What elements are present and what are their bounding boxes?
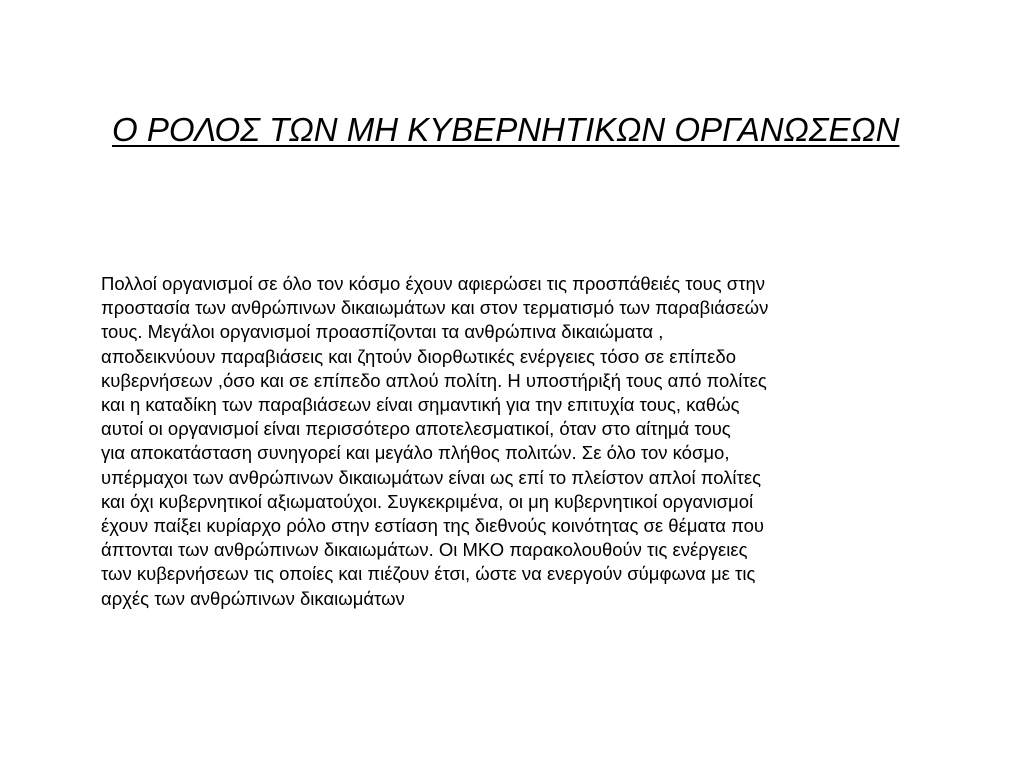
body-line: Πολλοί οργανισμοί σε όλο τον κόσμο έχουν αφιερώσει τις προσπάθειές τους στην [101, 273, 766, 294]
body-line: προστασία των ανθρώπινων δικαιωμάτων και στον τερματισμό των παραβιάσεών [101, 297, 769, 319]
body-line: και όχι κυβερνητικοί αξιωματούχοι. Συγκεκριμένα, οι μη κυβερνητικοί οργανισμοί [101, 490, 754, 512]
body-line: και η καταδίκη των παραβιάσεων είναι σημαντική για την επιτυχία τους, καθώς [101, 394, 740, 416]
body-line: αρχές των ανθρώπινων δικαιωμάτων [101, 587, 405, 609]
body-line: αποδεικνύουν παραβιάσεις και ζητούν διορθωτικές ενέργειες τόσο σε επίπεδο [101, 345, 736, 367]
body-line: αυτοί οι οργανισμοί είναι περισσότερο αποτελεσματικοί, όταν στο αίτημά τους [101, 418, 731, 440]
slide-body-text [101, 272, 981, 611]
body-line: των κυβερνήσεων τις οποίες και πιέζουν έτσι, ώστε να ενεργούν σύμφωνα με τις [101, 563, 756, 585]
body-line: τους. Μεγάλοι οργανισμοί προασπίζονται τα ανθρώπινα δικαιώματα , [101, 321, 664, 343]
body-line: για αποκατάσταση συνηγορεί και μεγάλο πλήθος πολιτών. Σε όλο τον κόσμο, [101, 442, 730, 464]
body-line: έχουν παίξει κυρίαρχο ρόλο στην εστίαση της διεθνούς κοινότητας σε θέματα που [101, 515, 764, 537]
body-line: κυβερνήσεων ,όσο και σε επίπεδο απλού πολίτη. Η υποστήριξή τους από πολίτες [101, 369, 767, 391]
body-line: υπέρμαχοι των ανθρώπινων δικαιωμάτων είναι ως επί το πλείστον απλοί πολίτες [101, 466, 761, 488]
body-line: άπτονται των ανθρώπινων δικαιωμάτων. Οι ΜΚΟ παρακολουθούν τις ενέργειες [101, 539, 748, 561]
slide-title: Ο ΡΟΛΟΣ ΤΩΝ ΜΗ ΚΥΒΕΡΝΗΤΙΚΩΝ ΟΡΓΑΝΩΣΕΩΝ [112, 111, 900, 148]
